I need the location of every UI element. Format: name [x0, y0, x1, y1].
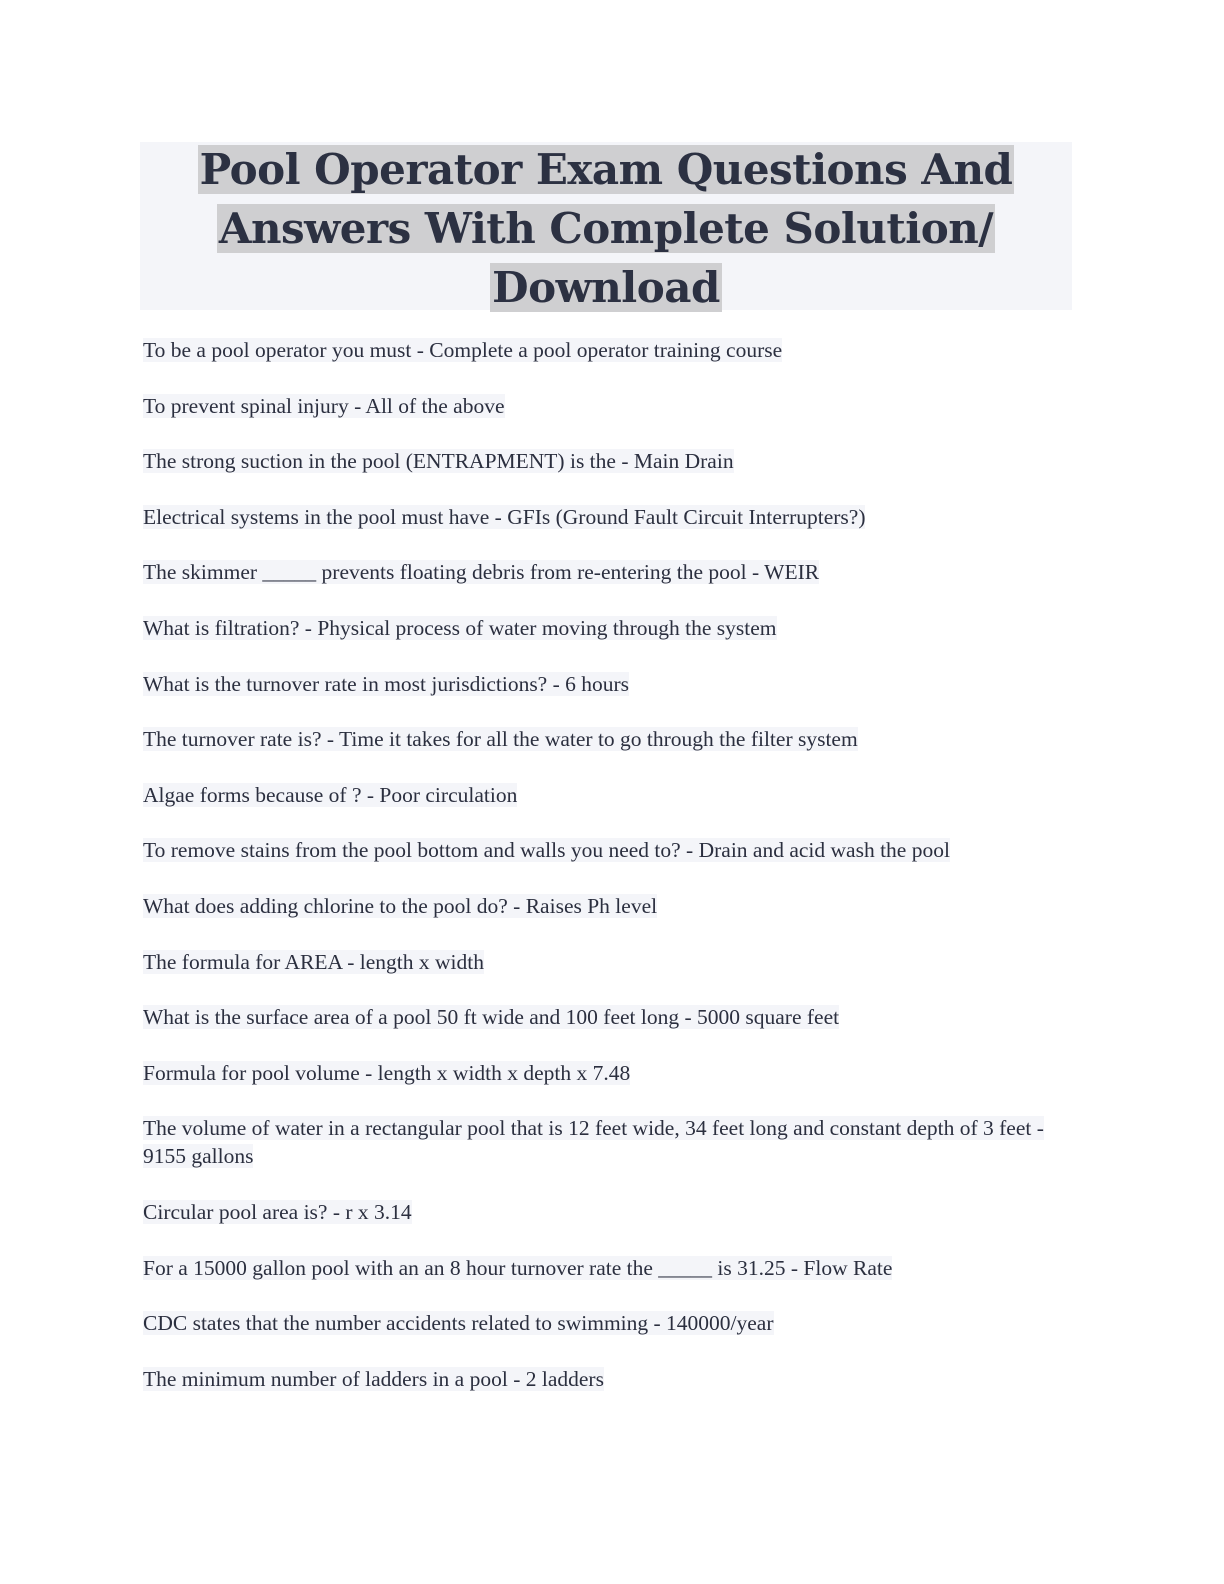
qa-item-text: What does adding chlorine to the pool do? - Raises Ph level: [143, 893, 658, 918]
qa-item-text: The strong suction in the pool (ENTRAPMENT) is the - Main Drain: [143, 449, 734, 474]
qa-item-text: What is the surface area of a pool 50 ft wide and 100 feet long - 5000 square feet: [143, 1005, 840, 1030]
title-line-2: Answers With Complete Solution/: [218, 204, 994, 253]
document-title: [140, 142, 1072, 319]
qa-item: [143, 1059, 1053, 1087]
qa-item-text: For a 15000 gallon pool with an an 8 hour turnover rate the _____ is 31.25 - Flow Rate: [143, 1255, 893, 1280]
title-line-1: Pool Operator Exam Questions And: [199, 145, 1013, 194]
title-line-3: Download: [492, 263, 720, 312]
qa-item: [143, 1198, 1053, 1226]
qa-item: [143, 1254, 1053, 1282]
qa-item-text: The skimmer _____ prevents floating debris from re-entering the pool - WEIR: [143, 560, 820, 585]
qa-item-text: What is filtration? - Physical process of water moving through the system: [143, 615, 777, 640]
qa-item-text: The turnover rate is? - Time it takes for all the water to go through the filter system: [143, 727, 858, 752]
qa-item: [143, 948, 1053, 976]
qa-item-text: The volume of water in a rectangular pool that is 12 feet wide, 34 feet long and constant depth of 3 feet - 9155 gallons: [143, 1116, 1044, 1169]
qa-item: [143, 725, 1053, 753]
qa-item: [143, 1114, 1053, 1170]
qa-item: [143, 670, 1053, 698]
qa-item-text: To be a pool operator you must - Complete a pool operator training course: [143, 338, 783, 362]
qa-item-text: To prevent spinal injury - All of the above: [143, 393, 505, 418]
qa-item: [143, 781, 1053, 809]
qa-item-text: Formula for pool volume - length x width x depth x 7.48: [143, 1060, 631, 1085]
qa-item: [143, 892, 1053, 920]
qa-item: [143, 1003, 1053, 1031]
qa-item: [143, 447, 1053, 475]
qa-item: [143, 336, 1053, 364]
qa-item-text: The minimum number of ladders in a pool - 2 ladders: [143, 1366, 604, 1391]
qa-item-text: CDC states that the number accidents related to swimming - 140000/year: [143, 1311, 774, 1336]
qa-item-text: Algae forms because of ? - Poor circulation: [143, 782, 518, 807]
qa-item-text: What is the turnover rate in most jurisdictions? - 6 hours: [143, 671, 630, 696]
qa-item: [143, 1365, 1053, 1393]
qa-list: [143, 336, 1053, 1420]
qa-item: [143, 614, 1053, 642]
qa-item: [143, 836, 1053, 864]
qa-item: [143, 1309, 1053, 1337]
qa-item: [143, 503, 1053, 531]
qa-item-text: Electrical systems in the pool must have - GFIs (Ground Fault Circuit Interrupters?): [143, 504, 866, 529]
qa-item-text: The formula for AREA - length x width: [143, 949, 484, 974]
qa-item-text: Circular pool area is? - r x 3.14: [143, 1199, 412, 1224]
qa-item: [143, 392, 1053, 420]
document-title-block: [140, 142, 1072, 310]
qa-item: [143, 558, 1053, 586]
qa-item-text: To remove stains from the pool bottom and walls you need to? - Drain and acid wash the pool: [143, 838, 950, 863]
